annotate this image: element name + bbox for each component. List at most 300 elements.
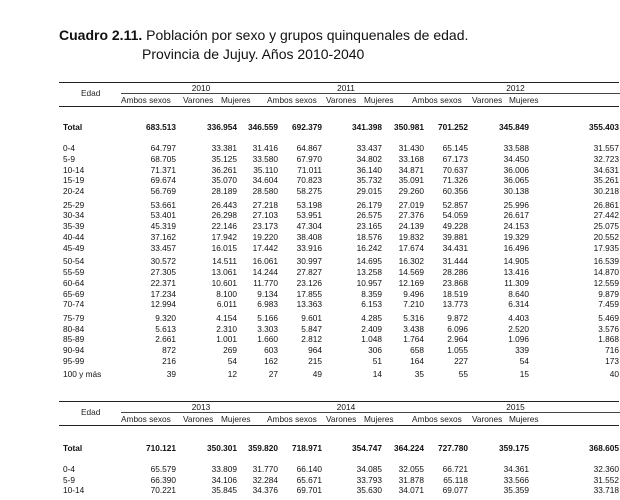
year-header-2011: 2011: [337, 83, 355, 93]
age-group: 50-54: [63, 256, 85, 267]
value-cell: 3.303: [257, 323, 278, 334]
value-cell: 1.764: [403, 334, 424, 345]
value-cell: 35.630: [356, 485, 382, 496]
year-header-2014: 2014: [336, 402, 356, 412]
value-cell: 3.438: [403, 323, 424, 334]
value-cell: 14.870: [593, 267, 619, 277]
value-cell: 31.552: [593, 474, 619, 485]
value-cell: 34.450: [503, 153, 529, 164]
value-cell: 33.457: [150, 242, 176, 253]
value-cell: 69.674: [150, 175, 176, 186]
value-cell: 30.218: [593, 186, 619, 197]
value-cell: 34.361: [503, 464, 529, 474]
value-cell: 16.302: [398, 256, 424, 267]
table-row: [59, 232, 619, 243]
ambos-sexos-header: Ambos sexos: [412, 95, 462, 105]
total-row: [59, 443, 619, 454]
value-cell: 17.674: [398, 242, 424, 253]
value-cell: 10.957: [356, 277, 382, 288]
header-bottom-rule: [59, 106, 619, 107]
value-cell: 39.881: [442, 232, 468, 242]
value-cell: 23.173: [252, 221, 278, 232]
value-cell: 6.153: [361, 299, 382, 310]
value-cell: 350.301: [207, 443, 237, 453]
table-row: [59, 165, 619, 176]
age-group: 35-39: [63, 221, 85, 232]
value-cell: 5.847: [301, 323, 322, 334]
value-cell: 35.070: [211, 175, 237, 186]
value-cell: 16.539: [593, 256, 619, 267]
ambos-sexos-header: Ambos sexos: [121, 95, 171, 105]
value-cell: 11.770: [253, 277, 278, 288]
value-cell: 35.732: [356, 175, 382, 186]
year-underline-2011: [267, 93, 425, 94]
value-cell: 31.878: [398, 474, 424, 485]
table-row: [59, 485, 619, 496]
value-cell: 173: [605, 356, 619, 366]
total-row: [59, 122, 619, 133]
title-line-1: [59, 26, 468, 45]
value-cell: 38.408: [296, 232, 322, 242]
value-cell: 34.376: [252, 485, 278, 496]
varones-header: Varones: [183, 414, 214, 424]
value-cell: 359.175: [499, 443, 529, 453]
value-cell: 56.769: [150, 186, 176, 197]
value-cell: 7.210: [403, 299, 424, 310]
table-row: [59, 278, 619, 289]
value-cell: 216: [162, 356, 176, 366]
value-cell: 12.169: [398, 277, 424, 288]
value-cell: 36.006: [503, 164, 529, 175]
value-cell: 34.604: [252, 175, 278, 186]
value-cell: 6.096: [447, 323, 468, 334]
value-cell: 27.442: [593, 210, 619, 221]
year-underline-2013: [121, 412, 279, 413]
value-cell: 70.637: [442, 164, 468, 175]
value-cell: 27.305: [150, 267, 176, 277]
value-cell: 33.793: [356, 474, 382, 485]
value-cell: 71.326: [442, 175, 468, 186]
value-cell: 26.617: [503, 210, 529, 221]
year-header-2012: 2012: [506, 83, 525, 93]
value-cell: 7.459: [598, 299, 619, 310]
value-cell: 17.855: [296, 288, 322, 299]
value-cell: 359.820: [248, 443, 278, 453]
value-cell: 35.110: [253, 164, 278, 175]
value-cell: 47.304: [296, 221, 322, 232]
age-group: 0-4: [63, 464, 75, 474]
value-cell: 12.994: [150, 299, 176, 310]
age-group: 40-44: [63, 232, 85, 242]
value-cell: 13.773: [442, 299, 468, 310]
table-row: [59, 267, 619, 278]
age-group: 25-29: [63, 199, 85, 210]
mujeres-header: Mujeres: [509, 414, 539, 424]
age-group: 15-19: [63, 175, 85, 186]
age-group: 70-74: [63, 299, 85, 310]
value-cell: 30.572: [150, 256, 176, 267]
value-cell: 51: [372, 356, 382, 366]
ambos-sexos-header: Ambos sexos: [412, 414, 462, 424]
value-cell: 53.661: [150, 199, 176, 210]
value-cell: 346.559: [248, 122, 278, 132]
value-cell: 66.140: [296, 464, 322, 474]
value-cell: 14.905: [503, 256, 529, 267]
value-cell: 45.319: [150, 221, 176, 232]
value-cell: 4.154: [216, 312, 237, 323]
value-cell: 32.723: [593, 153, 619, 164]
table-row: [59, 345, 619, 356]
value-cell: 339: [515, 345, 529, 356]
value-cell: 31.444: [442, 256, 468, 267]
value-cell: 24.153: [503, 221, 529, 232]
age-group: Total: [63, 122, 83, 132]
value-cell: 1.868: [598, 334, 619, 345]
value-cell: 22.371: [150, 277, 176, 288]
value-cell: 35: [414, 369, 424, 380]
value-cell: 9.879: [598, 288, 619, 299]
mujeres-header: Mujeres: [221, 414, 251, 424]
value-cell: 53.951: [296, 210, 322, 221]
table-row: [59, 334, 619, 345]
value-cell: 34.631: [593, 164, 619, 175]
value-cell: 345.849: [499, 122, 529, 132]
table-row: [59, 221, 619, 232]
table-row: [59, 289, 619, 300]
value-cell: 13.416: [503, 267, 529, 277]
table-row: [59, 175, 619, 186]
value-cell: 2.812: [301, 334, 322, 345]
value-cell: 6.314: [508, 299, 529, 310]
value-cell: 1.096: [508, 334, 529, 345]
value-cell: 69.701: [296, 485, 322, 496]
value-cell: 36.140: [356, 164, 382, 175]
value-cell: 718.971: [292, 443, 322, 453]
value-cell: 54: [519, 356, 529, 366]
value-cell: 19.329: [503, 232, 529, 242]
value-cell: 872: [162, 345, 176, 356]
value-cell: 71.371: [150, 164, 176, 175]
value-cell: 354.747: [352, 443, 382, 453]
value-cell: 40: [609, 369, 619, 380]
ambos-sexos-header: Ambos sexos: [267, 95, 317, 105]
value-cell: 14.569: [398, 267, 424, 277]
value-cell: 710.121: [146, 443, 176, 453]
age-group: 5-9: [63, 474, 75, 485]
year-header-2013: 2013: [191, 402, 211, 412]
value-cell: 306: [368, 345, 382, 356]
value-cell: 35.261: [593, 175, 619, 186]
value-cell: 1.001: [216, 334, 237, 345]
value-cell: 13.061: [211, 267, 237, 277]
age-group: 10-14: [63, 164, 85, 175]
value-cell: 33.809: [211, 464, 237, 474]
value-cell: 2.964: [447, 334, 468, 345]
table-row: [59, 313, 619, 324]
value-cell: 67.173: [442, 153, 468, 164]
age-group: 5-9: [63, 153, 75, 164]
year-underline-2014: [267, 412, 425, 413]
value-cell: 17.234: [150, 288, 176, 299]
value-cell: 9.320: [155, 312, 176, 323]
value-cell: 18.519: [442, 288, 468, 299]
value-cell: 64.797: [150, 143, 176, 153]
table-row: [59, 186, 619, 197]
value-cell: 54: [227, 356, 237, 366]
value-cell: 16.061: [252, 256, 278, 267]
value-cell: 964: [308, 345, 322, 356]
value-cell: 29.260: [398, 186, 424, 197]
age-group: 20-24: [63, 186, 85, 197]
value-cell: 5.166: [257, 312, 278, 323]
value-cell: 33.580: [252, 153, 278, 164]
value-cell: 35.845: [211, 485, 237, 496]
mujeres-header: Mujeres: [364, 414, 394, 424]
value-cell: 1.048: [361, 334, 382, 345]
value-cell: 32.284: [252, 474, 278, 485]
table-row: [59, 200, 619, 211]
value-cell: 24.139: [398, 221, 424, 232]
mujeres-header: Mujeres: [509, 95, 539, 105]
table-row: [59, 154, 619, 165]
value-cell: 33.718: [593, 485, 619, 496]
value-cell: 8.100: [216, 288, 237, 299]
age-group: 10-14: [63, 485, 85, 496]
value-cell: 33.566: [503, 474, 529, 485]
value-cell: 31.557: [593, 143, 619, 153]
value-cell: 27.218: [252, 199, 278, 210]
age-group: 85-89: [63, 334, 85, 345]
value-cell: 55: [458, 369, 468, 380]
year-header-2015: 2015: [506, 402, 525, 412]
value-cell: 31.770: [252, 464, 278, 474]
value-cell: 17.935: [593, 242, 619, 253]
value-cell: 31.416: [252, 143, 278, 153]
value-cell: 16.015: [211, 242, 237, 253]
value-cell: 33.588: [503, 143, 529, 153]
value-cell: 53.401: [150, 210, 176, 221]
value-cell: 33.168: [398, 153, 424, 164]
value-cell: 53.198: [296, 199, 322, 210]
value-cell: 683.513: [146, 122, 176, 132]
table-row: [59, 369, 619, 380]
value-cell: 31.430: [398, 143, 424, 153]
title-line-2: Provincia de Jujuy. Años 2010-2040: [142, 46, 365, 62]
value-cell: 28.580: [252, 186, 278, 197]
value-cell: 13.258: [356, 267, 382, 277]
value-cell: 35.125: [211, 153, 237, 164]
value-cell: 20.552: [593, 232, 619, 242]
year-underline-2015: [412, 412, 620, 413]
value-cell: 36.065: [503, 175, 529, 186]
age-group: 100 y más: [63, 369, 102, 380]
table-row: [59, 299, 619, 310]
table-row: [59, 356, 619, 367]
value-cell: 16.242: [356, 242, 382, 253]
value-cell: 26.443: [211, 199, 237, 210]
value-cell: 35.091: [398, 175, 424, 186]
value-cell: 65.145: [442, 143, 468, 153]
value-cell: 30.997: [296, 256, 322, 267]
value-cell: 6.011: [216, 299, 237, 310]
value-cell: 17.942: [211, 232, 237, 242]
value-cell: 4.403: [508, 312, 529, 323]
value-cell: 52.857: [442, 199, 468, 210]
value-cell: 215: [308, 356, 322, 366]
varones-header: Varones: [472, 95, 503, 105]
value-cell: 1.660: [257, 334, 278, 345]
value-cell: 65.671: [296, 474, 322, 485]
value-cell: 727.780: [438, 443, 468, 453]
value-cell: 34.071: [398, 485, 424, 496]
age-column-header: Edad: [81, 88, 101, 98]
value-cell: 12: [227, 369, 237, 380]
value-cell: 67.970: [296, 153, 322, 164]
value-cell: 2.409: [361, 323, 382, 334]
value-cell: 368.605: [589, 443, 619, 453]
age-group: 30-34: [63, 210, 85, 221]
age-group: 60-64: [63, 277, 85, 288]
value-cell: 34.871: [398, 164, 424, 175]
title-text: Población por sexo y grupos quinquenales de edad.: [146, 27, 469, 43]
value-cell: 26.179: [356, 199, 382, 210]
value-cell: 8.359: [361, 288, 382, 299]
value-cell: 11.309: [504, 277, 529, 288]
value-cell: 49: [312, 369, 322, 380]
value-cell: 27.019: [398, 199, 424, 210]
value-cell: 32.055: [398, 464, 424, 474]
value-cell: 8.640: [508, 288, 529, 299]
value-cell: 269: [223, 345, 237, 356]
age-group: 90-94: [63, 345, 85, 356]
value-cell: 12.559: [593, 277, 619, 288]
age-group: 65-69: [63, 288, 85, 299]
value-cell: 68.705: [150, 153, 176, 164]
value-cell: 1.055: [447, 345, 468, 356]
value-cell: 25.996: [503, 199, 529, 210]
value-cell: 22.146: [211, 221, 237, 232]
value-cell: 36.261: [211, 164, 237, 175]
value-cell: 58.275: [296, 186, 322, 197]
value-cell: 37.162: [150, 232, 176, 242]
value-cell: 23.165: [356, 221, 382, 232]
value-cell: 9.601: [301, 312, 322, 323]
value-cell: 692.379: [292, 122, 322, 132]
value-cell: 23.868: [442, 277, 468, 288]
value-cell: 350.981: [394, 122, 424, 132]
table-row: [59, 324, 619, 335]
value-cell: 23.126: [296, 277, 322, 288]
value-cell: 28.189: [211, 186, 237, 197]
value-cell: 10.601: [211, 277, 237, 288]
header-bottom-rule: [59, 425, 619, 426]
value-cell: 19.220: [252, 232, 278, 242]
age-group: Total: [63, 443, 83, 453]
value-cell: 14: [372, 369, 382, 380]
value-cell: 26.861: [593, 199, 619, 210]
value-cell: 70.221: [150, 485, 176, 496]
value-cell: 9.496: [403, 288, 424, 299]
value-cell: 69.077: [442, 485, 468, 496]
table-row: [59, 256, 619, 267]
value-cell: 28.286: [442, 267, 468, 277]
table-number: Cuadro 2.11.: [59, 27, 143, 43]
value-cell: 6.983: [257, 299, 278, 310]
value-cell: 33.437: [356, 143, 382, 153]
age-group: 80-84: [63, 323, 85, 334]
year-header-2010: 2010: [191, 83, 211, 93]
varones-header: Varones: [472, 414, 503, 424]
age-group: 75-79: [63, 312, 85, 323]
age-group: 95-99: [63, 356, 85, 366]
mujeres-header: Mujeres: [364, 95, 394, 105]
value-cell: 16.496: [503, 242, 529, 253]
age-group: 45-49: [63, 242, 85, 253]
varones-header: Varones: [326, 95, 357, 105]
value-cell: 49.228: [442, 221, 468, 232]
value-cell: 64.867: [296, 143, 322, 153]
table-row: [59, 243, 619, 254]
value-cell: 60.356: [442, 186, 468, 197]
value-cell: 336.954: [207, 122, 237, 132]
value-cell: 29.015: [356, 186, 382, 197]
value-cell: 14.695: [356, 256, 382, 267]
document-title: [59, 26, 468, 64]
value-cell: 30.138: [503, 186, 529, 197]
value-cell: 65.118: [443, 474, 468, 485]
ambos-sexos-header: Ambos sexos: [121, 414, 171, 424]
value-cell: 603: [264, 345, 278, 356]
value-cell: 35.359: [503, 485, 529, 496]
year-underline-2010: [121, 93, 279, 94]
age-column-header: Edad: [81, 407, 101, 417]
table-row: [59, 210, 619, 221]
value-cell: 9.872: [447, 312, 468, 323]
value-cell: 2.310: [216, 323, 237, 334]
value-cell: 27.827: [296, 267, 322, 277]
value-cell: 164: [410, 356, 424, 366]
value-cell: 25.075: [593, 221, 619, 232]
value-cell: 3.576: [598, 323, 619, 334]
value-cell: 33.381: [211, 143, 237, 153]
value-cell: 66.721: [442, 464, 468, 474]
value-cell: 364.224: [394, 443, 424, 453]
value-cell: 34.085: [356, 464, 382, 474]
value-cell: 2.520: [508, 323, 529, 334]
table-row: [59, 143, 619, 154]
value-cell: 54.059: [442, 210, 468, 221]
value-cell: 34.802: [356, 153, 382, 164]
value-cell: 9.134: [257, 288, 278, 299]
value-cell: 65.579: [150, 464, 176, 474]
value-cell: 71.011: [297, 164, 322, 175]
value-cell: 5.613: [155, 323, 176, 334]
varones-header: Varones: [326, 414, 357, 424]
mujeres-header: Mujeres: [221, 95, 251, 105]
table-row: [59, 475, 619, 486]
value-cell: 14.511: [212, 256, 237, 267]
value-cell: 27.376: [398, 210, 424, 221]
value-cell: 66.390: [150, 474, 176, 485]
value-cell: 716: [605, 345, 619, 356]
value-cell: 15: [519, 369, 529, 380]
value-cell: 17.442: [252, 242, 278, 253]
value-cell: 658: [410, 345, 424, 356]
value-cell: 27: [268, 369, 278, 380]
value-cell: 39: [166, 369, 176, 380]
value-cell: 227: [454, 356, 468, 366]
value-cell: 27.103: [252, 210, 278, 221]
